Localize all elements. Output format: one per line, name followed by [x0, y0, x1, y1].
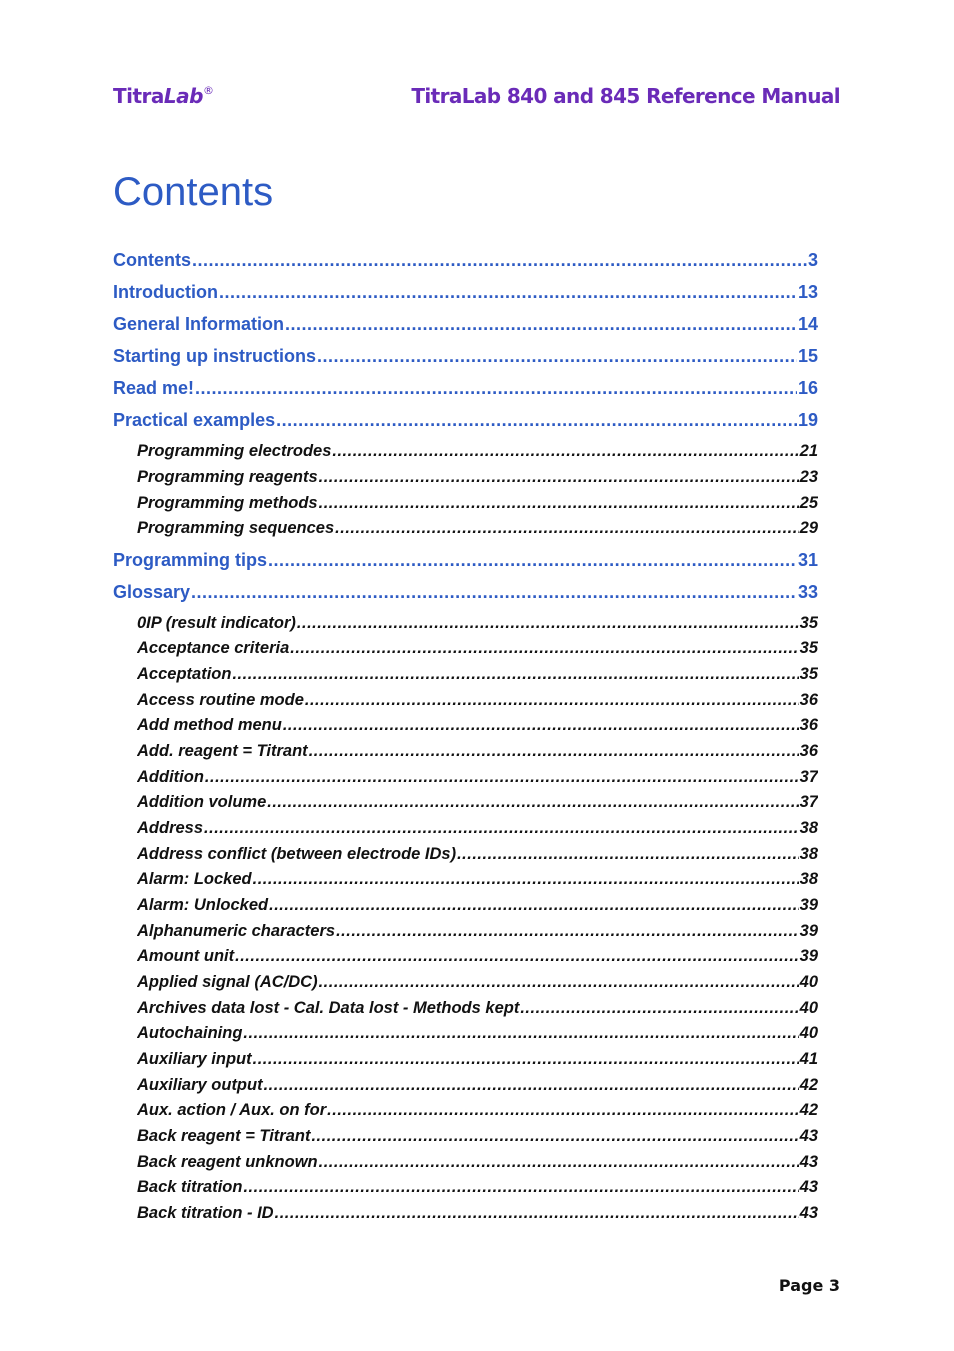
toc-entry-label: Acceptance criteria [137, 639, 290, 657]
toc-entry-page: 39 [799, 896, 818, 914]
toc-entry-page: 15 [797, 346, 818, 366]
toc-entry[interactable] [137, 691, 818, 710]
toc-entry-label: Address [137, 819, 204, 837]
toc-entry-page: 38 [799, 845, 818, 863]
toc-entry[interactable] [137, 973, 818, 992]
toc-entry[interactable] [137, 768, 818, 787]
toc-entry-page: 23 [799, 468, 818, 486]
toc-entry-page: 43 [799, 1153, 818, 1171]
toc-entry[interactable] [137, 922, 818, 941]
toc-entry-label: Auxiliary output [137, 1076, 263, 1094]
toc-entry-page: 36 [799, 716, 818, 734]
toc-entry-page: 35 [799, 665, 818, 683]
toc-entry-page: 37 [799, 768, 818, 786]
toc-dot-leader [243, 1024, 798, 1043]
toc-entry-label: Acceptation [137, 665, 232, 683]
toc-dot-leader [276, 410, 797, 431]
toc-entry[interactable] [113, 314, 818, 335]
toc-entry-page: 43 [799, 1127, 818, 1145]
toc-dot-leader [269, 896, 799, 915]
toc-entry-label: Alphanumeric characters [137, 922, 336, 940]
toc-entry-page: 16 [797, 378, 818, 398]
toc-entry-label: Alarm: Unlocked [137, 896, 269, 914]
toc-entry-page: 42 [799, 1101, 818, 1119]
toc-entry-label: 0IP (result indicator) [137, 614, 296, 632]
toc-dot-leader [219, 282, 797, 303]
toc-entry[interactable] [137, 1101, 818, 1120]
toc-entry[interactable] [113, 410, 818, 431]
toc-entry[interactable] [137, 896, 818, 915]
toc-entry-page: 42 [799, 1076, 818, 1094]
toc-entry-page: 43 [799, 1204, 818, 1222]
toc-dot-leader [319, 973, 799, 992]
toc-entry-page: 21 [799, 442, 818, 460]
toc-entry-page: 41 [799, 1050, 818, 1068]
toc-dot-leader [283, 716, 799, 735]
toc-entry-label: Practical examples [113, 410, 276, 430]
toc-entry[interactable] [113, 378, 818, 399]
toc-entry-label: Read me! [113, 378, 195, 398]
toc-entry-label: Glossary [113, 582, 191, 602]
toc-entry-label: Archives data lost - Cal. Data lost - Methods kept [137, 999, 520, 1017]
toc-entry-label: Alarm: Locked [137, 870, 252, 888]
toc-entry[interactable] [137, 519, 818, 538]
toc-entry[interactable] [113, 282, 818, 303]
toc-dot-leader [264, 1076, 799, 1095]
toc-entry[interactable] [137, 870, 818, 889]
toc-entry-page: 3 [807, 250, 818, 270]
toc-entry-page: 43 [799, 1178, 818, 1196]
toc-entry[interactable] [137, 999, 818, 1018]
toc-entry-label: Applied signal (AC/DC) [137, 973, 318, 991]
toc-entry-label: Back titration - ID [137, 1204, 274, 1222]
toc-entry-page: 14 [797, 314, 818, 334]
toc-entry-label: Contents [113, 250, 191, 270]
toc-entry-label: Addition volume [137, 793, 267, 811]
toc-entry-label: Programming tips [113, 550, 268, 570]
toc-entry-page: 29 [799, 519, 818, 537]
toc-entry[interactable] [137, 1024, 818, 1043]
toc-entry[interactable] [137, 1204, 818, 1223]
toc-entry[interactable] [137, 1127, 818, 1146]
toc-entry-label: Auxiliary input [137, 1050, 252, 1068]
toc-entry-page: 37 [799, 793, 818, 811]
toc-entry-label: Add. reagent = Titrant [137, 742, 308, 760]
toc-entry-page: 38 [799, 870, 818, 888]
toc-entry[interactable] [137, 819, 818, 838]
toc-entry-page: 33 [797, 582, 818, 602]
toc-dot-leader [309, 742, 799, 761]
toc-dot-leader [275, 1204, 799, 1223]
brand-name-part2: Lab [163, 84, 203, 108]
toc-dot-leader [235, 947, 799, 966]
toc-entry[interactable] [137, 1178, 818, 1197]
toc-entry-page: 35 [799, 639, 818, 657]
toc-dot-leader [319, 1153, 799, 1172]
page-number: Page 3 [778, 1276, 840, 1295]
toc-dot-leader [297, 614, 799, 633]
toc-entry-label: General Information [113, 314, 285, 334]
toc-entry-label: Amount unit [137, 947, 235, 965]
toc-dot-leader [327, 1101, 798, 1120]
toc-entry-label: Back titration [137, 1178, 243, 1196]
toc-entry-page: 39 [799, 947, 818, 965]
toc-entry-page: 19 [797, 410, 818, 430]
toc-entry-label: Back reagent = Titrant [137, 1127, 311, 1145]
toc-entry[interactable] [137, 793, 818, 812]
toc-entry-page: 31 [797, 550, 818, 570]
toc-entry[interactable] [137, 845, 818, 864]
brand-name-part1: Titra [113, 84, 164, 108]
toc-dot-leader [267, 793, 798, 812]
toc-entry[interactable] [113, 250, 818, 271]
toc-entry-page: 35 [799, 614, 818, 632]
toc-entry-label: Programming reagents [137, 468, 318, 486]
toc-entry[interactable] [137, 1050, 818, 1069]
toc-entry[interactable] [137, 716, 818, 735]
toc-entry[interactable] [113, 582, 818, 603]
toc-dot-leader [253, 870, 799, 889]
toc-dot-leader [311, 1127, 798, 1146]
toc-dot-leader [195, 378, 797, 399]
toc-dot-leader [335, 519, 798, 538]
toc-entry[interactable] [113, 346, 818, 367]
toc-entry-label: Addition [137, 768, 204, 786]
toc-entry-label: Autochaining [137, 1024, 243, 1042]
toc-entry-page: 39 [799, 922, 818, 940]
toc-entry-page: 40 [799, 973, 818, 991]
toc-entry-page: 40 [799, 999, 818, 1017]
toc-entry[interactable] [137, 742, 818, 761]
toc-entry[interactable] [137, 494, 818, 513]
toc-dot-leader [232, 665, 798, 684]
registered-mark: ® [202, 84, 214, 97]
toc-entry[interactable] [137, 442, 818, 461]
toc-entry-label: Programming sequences [137, 519, 335, 537]
toc-entry-label: Address conflict (between electrode IDs) [137, 845, 457, 863]
toc-dot-leader [305, 691, 799, 710]
toc-entry-page: 38 [799, 819, 818, 837]
toc-entry[interactable] [137, 614, 818, 633]
toc-dot-leader [319, 494, 799, 513]
toc-entry[interactable] [137, 665, 818, 684]
toc-dot-leader [457, 845, 799, 864]
toc-entry-page: 13 [797, 282, 818, 302]
toc-entry-label: Add method menu [137, 716, 282, 734]
toc-dot-leader [332, 442, 798, 461]
toc-entry[interactable] [137, 947, 818, 966]
toc-dot-leader [317, 346, 797, 367]
toc-dot-leader [243, 1178, 798, 1197]
toc-entry[interactable] [137, 1153, 818, 1172]
toc-dot-leader [268, 550, 797, 571]
toc-dot-leader [253, 1050, 799, 1069]
toc-entry[interactable] [137, 1076, 818, 1095]
toc-dot-leader [520, 999, 798, 1018]
toc-dot-leader [191, 582, 797, 603]
toc-entry-label: Programming electrodes [137, 442, 332, 460]
toc-entry[interactable] [137, 468, 818, 487]
toc-entry[interactable] [137, 639, 818, 658]
toc-entry-label: Back reagent unknown [137, 1153, 318, 1171]
toc-dot-leader [290, 639, 798, 658]
toc-entry-page: 36 [799, 691, 818, 709]
toc-entry-label: Starting up instructions [113, 346, 317, 366]
page-title: Contents [113, 170, 274, 214]
toc-dot-leader [336, 922, 799, 941]
toc-dot-leader [192, 250, 807, 271]
manual-title: TitraLab 840 and 845 Reference Manual [411, 84, 840, 108]
toc-entry-page: 36 [799, 742, 818, 760]
toc-entry-label: Aux. action / Aux. on for [137, 1101, 327, 1119]
toc-entry-label: Programming methods [137, 494, 318, 512]
toc-dot-leader [205, 768, 799, 787]
toc-dot-leader [204, 819, 799, 838]
toc-dot-leader [285, 314, 797, 335]
toc-entry[interactable] [113, 550, 818, 571]
toc-entry-page: 25 [799, 494, 818, 512]
toc-dot-leader [319, 468, 799, 487]
toc-entry-label: Access routine mode [137, 691, 304, 709]
brand-logo [113, 84, 213, 108]
toc-entry-label: Introduction [113, 282, 218, 302]
toc-entry-page: 40 [799, 1024, 818, 1042]
